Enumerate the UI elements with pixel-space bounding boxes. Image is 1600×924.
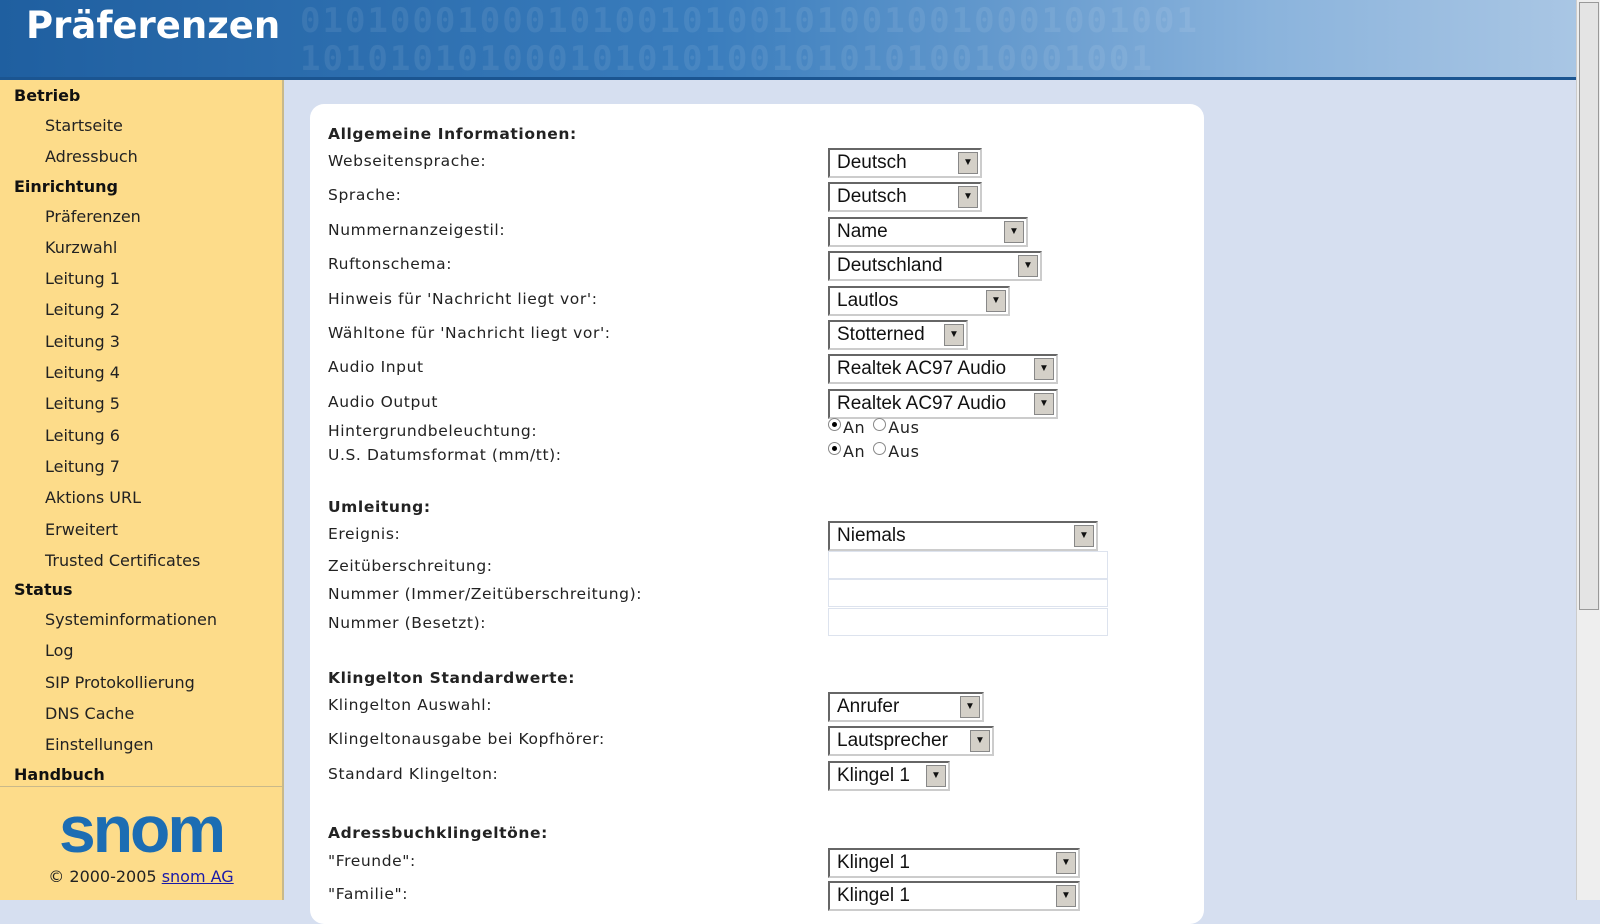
field-label: Nummer (Immer/Zeitüberschreitung): [328, 585, 643, 603]
text-input[interactable] [828, 579, 1108, 607]
section-heading: Adressbuchklingeltöne: [328, 824, 548, 842]
field-label: Webseitensprache: [328, 152, 487, 170]
select-dropdown[interactable] [828, 692, 984, 722]
sidebar-item[interactable]: SIP Protokollierung [45, 672, 195, 692]
section-heading: Umleitung: [328, 498, 431, 516]
footer [0, 786, 282, 886]
select-value: Realtek AC97 Audio [837, 358, 1007, 380]
sidebar-item[interactable]: Leitung 4 [45, 363, 120, 383]
sidebar-item[interactable]: Adressbuch [45, 147, 138, 167]
select-dropdown[interactable] [828, 182, 982, 212]
field-label: Wähltone für 'Nachricht liegt vor': [328, 324, 611, 342]
chevron-down-icon[interactable]: ▼ [1056, 885, 1076, 907]
sidebar-section-handbuch[interactable]: Handbuch [14, 764, 105, 784]
sidebar-item[interactable]: Leitung 2 [45, 300, 120, 320]
sidebar-section-status[interactable]: Status [14, 580, 73, 600]
sidebar-section-betrieb[interactable]: Betrieb [14, 86, 81, 105]
select-value: Deutsch [837, 186, 907, 208]
radio-label: Aus [888, 442, 920, 461]
field-label: Klingeltonausgabe bei Kopfhörer: [328, 730, 605, 749]
select-value: Klingel 1 [837, 852, 910, 873]
chevron-down-icon[interactable]: ▼ [1056, 852, 1076, 874]
sidebar-item[interactable]: Präferenzen [45, 206, 141, 226]
sidebar-item[interactable]: Leitung 5 [45, 394, 120, 414]
field-label: U.S. Datumsformat (mm/tt): [328, 446, 562, 464]
page-header [0, 0, 1576, 80]
text-input[interactable] [828, 551, 1108, 579]
field-label: Hintergrundbeleuchtung: [328, 422, 538, 440]
sidebar-nav [0, 80, 284, 900]
section-heading: Allgemeine Informationen: [328, 125, 577, 143]
sidebar-item[interactable]: Leitung 3 [45, 331, 120, 351]
preferences-form [310, 104, 1204, 924]
binary-background-decoration: 0101000100010100101001010010010001001001 10101010100010101010010101010010001001 [300, 1, 1199, 79]
chevron-down-icon[interactable]: ▼ [1034, 358, 1054, 380]
select-value: Lautsprecher [837, 730, 948, 752]
chevron-down-icon[interactable]: ▼ [1004, 221, 1024, 243]
radio-button-icon[interactable] [828, 442, 841, 455]
chevron-down-icon[interactable]: ▼ [944, 324, 964, 346]
select-dropdown[interactable] [828, 354, 1058, 384]
select-value: Lautlos [837, 289, 899, 311]
sidebar-item[interactable]: Startseite [45, 116, 123, 135]
snom-ag-link[interactable]: snom AG [161, 867, 234, 886]
field-label: Nummernanzeigestil: [328, 220, 506, 239]
field-label: Standard Klingelton: [328, 764, 499, 783]
chevron-down-icon[interactable]: ▼ [1034, 393, 1054, 415]
radio-on[interactable] [828, 442, 865, 461]
radio-label: An [843, 418, 866, 437]
field-label: Klingelton Auswahl: [328, 696, 493, 714]
select-dropdown[interactable] [828, 251, 1042, 281]
sidebar-item[interactable]: Trusted Certificates [45, 550, 201, 570]
select-value: Niemals [837, 525, 906, 546]
chevron-down-icon[interactable]: ▼ [960, 696, 980, 718]
radio-label: Aus [888, 418, 920, 437]
field-label: Sprache: [328, 186, 402, 205]
sidebar-item[interactable]: Aktions URL [45, 488, 142, 508]
field-label: Nummer (Besetzt): [328, 614, 487, 632]
field-label: "Familie": [328, 885, 409, 903]
sidebar-item[interactable]: Leitung 7 [45, 456, 120, 476]
field-label: Audio Input [328, 358, 424, 377]
sidebar-item[interactable]: DNS Cache [45, 704, 135, 724]
chevron-down-icon[interactable]: ▼ [1074, 525, 1094, 547]
field-label: Ruftonschema: [328, 255, 453, 274]
radio-button-icon[interactable] [873, 418, 886, 431]
select-dropdown[interactable] [828, 217, 1028, 247]
select-dropdown[interactable] [828, 286, 1010, 316]
chevron-down-icon[interactable]: ▼ [958, 152, 978, 174]
sidebar-item[interactable]: Leitung 6 [45, 425, 120, 445]
sidebar-section-einrichtung[interactable]: Einrichtung [14, 176, 118, 196]
sidebar-item[interactable]: Kurzwahl [45, 237, 118, 257]
field-label: Hinweis für 'Nachricht liegt vor': [328, 289, 598, 308]
scrollbar-thumb[interactable] [1579, 2, 1599, 610]
radio-button-icon[interactable] [828, 418, 841, 431]
sidebar-item[interactable]: Leitung 1 [45, 269, 120, 289]
select-dropdown[interactable] [828, 848, 1080, 878]
text-input[interactable] [828, 608, 1108, 636]
chevron-down-icon[interactable]: ▼ [926, 765, 946, 787]
field-label: Audio Output [328, 392, 439, 411]
field-label: Zeitüberschreitung: [328, 557, 493, 575]
radio-button-icon[interactable] [873, 442, 886, 455]
select-dropdown[interactable] [828, 761, 950, 791]
select-dropdown[interactable] [828, 881, 1080, 911]
select-value: Deutschland [837, 255, 943, 277]
radio-label: An [843, 442, 866, 461]
select-value: Realtek AC97 Audio [837, 392, 1007, 414]
chevron-down-icon[interactable]: ▼ [986, 290, 1006, 312]
chevron-down-icon[interactable]: ▼ [970, 730, 990, 752]
sidebar-item[interactable]: Einstellungen [45, 735, 154, 755]
copyright-text: © 2000-2005 [48, 867, 157, 886]
chevron-down-icon[interactable]: ▼ [1018, 255, 1038, 277]
radio-on[interactable] [828, 418, 865, 437]
select-dropdown[interactable] [828, 726, 994, 756]
field-label: "Freunde": [328, 852, 416, 870]
radio-off[interactable] [873, 418, 919, 437]
select-value: Klingel 1 [837, 885, 910, 906]
sidebar-item[interactable]: Erweitert [45, 519, 119, 539]
select-dropdown[interactable] [828, 148, 982, 178]
select-value: Anrufer [837, 696, 900, 717]
vertical-scrollbar[interactable] [1576, 0, 1600, 900]
chevron-down-icon[interactable]: ▼ [958, 186, 978, 208]
snom-logo: snom [58, 792, 224, 866]
section-heading: Klingelton Standardwerte: [328, 669, 576, 687]
select-value: Deutsch [837, 152, 907, 173]
select-value: Stotterned [837, 324, 925, 345]
select-dropdown[interactable] [828, 389, 1058, 419]
field-label: Ereignis: [328, 525, 401, 543]
select-value: Klingel 1 [837, 764, 910, 786]
radio-off[interactable] [873, 442, 919, 461]
select-dropdown[interactable] [828, 320, 968, 350]
sidebar-item[interactable]: Systeminformationen [45, 610, 217, 630]
select-dropdown[interactable] [828, 521, 1098, 551]
page-title: Präferenzen [26, 4, 281, 47]
select-value: Name [837, 220, 888, 242]
sidebar-item[interactable]: Log [45, 641, 74, 661]
